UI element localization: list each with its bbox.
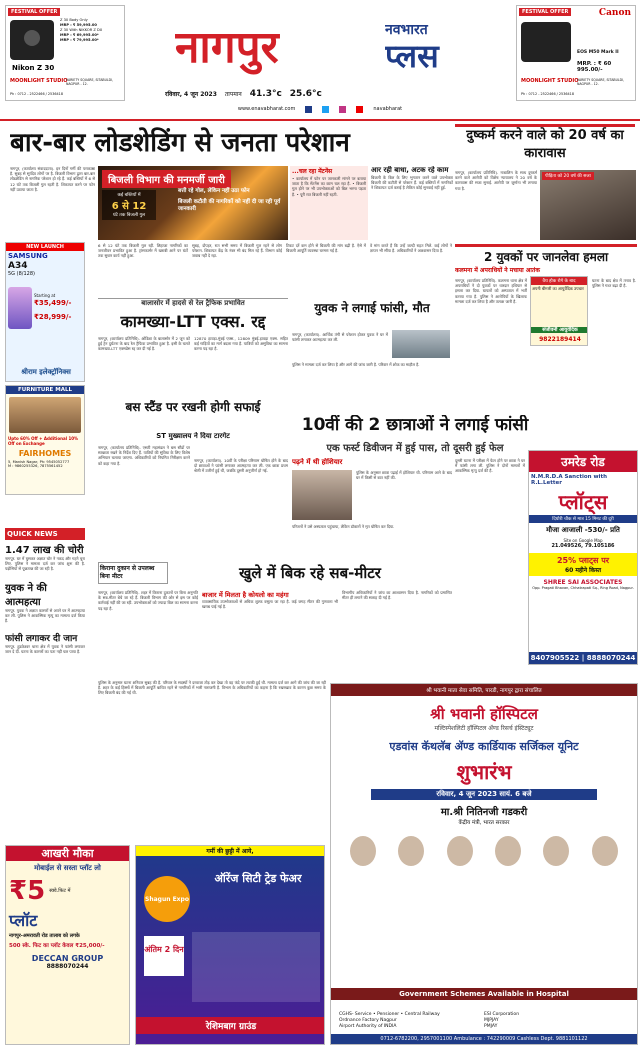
phone-image bbox=[8, 287, 32, 329]
kalavas-photo: पीड़िता को 20 वर्ष की सजा bbox=[540, 170, 636, 240]
samsung-logo: SAMSUNG bbox=[8, 252, 48, 260]
nikon-brand: Nikon Z 30 bbox=[12, 64, 55, 72]
photo-quotes: बत्ती रहे गोल, लेकिन नहीं उठा फोन बिजली कटौती की नागरिकों को नहीं दी जा रही पूर्व जानकारी bbox=[178, 188, 281, 212]
bus-body: नागपुर, (कार्यालय प्रतिनिधि). एसटी महामंडल ने बस स्टैंडों पर स्वच्छता रखने के निर्देश दिए हैं. यात्रियों की सुविधा के लिए विशेष अभियान चलाया जाएगा. अधिकारियों को नियमित निरीक्षण करने को कहा गया है. bbox=[98, 445, 190, 466]
tenth-side: पढ़ने में थी होशियार पुलिस के अनुसार छात्रा पढ़ाई में होशियार थी. परिणाम आने के बाद घर में किसी से बात नहीं की. परिजनों ने उसे अस्पताल पहुंचाया, लेकिन डॉक्टरों ने मृत घोषित कर दिया. bbox=[292, 458, 452, 529]
student-photo bbox=[292, 470, 352, 520]
studio-name: MOONLIGHT STUDIO bbox=[10, 78, 68, 84]
left-camera-ad[interactable] bbox=[5, 5, 125, 101]
camera-icon bbox=[521, 22, 571, 62]
tenth-subhead: एक फर्स्ट डिवीजन में हुई पास, तो दूसरी हुई फेल bbox=[326, 443, 504, 454]
lens-icon bbox=[24, 30, 40, 46]
temp-max: 41.3°c bbox=[249, 89, 282, 99]
social-handle: navabharat bbox=[373, 106, 403, 112]
temp-min: 25.6°c bbox=[289, 89, 322, 99]
scheme-list: CGHS- Service • Pensioner • Central Railway ESI Corporation Ordnance Factory Nagpur MJPJAY Airport Authority of INDIA PMJAY bbox=[339, 1012, 520, 1029]
avatar bbox=[592, 836, 618, 866]
kirana-headline: खुले में बिक रहे सब-मीटर bbox=[239, 564, 381, 582]
aakashi-ad[interactable]: आखरी मौका मोबाईल से सस्ता प्लॉट लो ₹5 स्क्वे.फिट में प्लॉट नागपुर-अमरावती रोड तालाब को लगके 500 स्के. फिट का प्लॉट केवल ₹25,000/- DECCAN GROUP 8888070244 bbox=[5, 845, 130, 1045]
tenth-body-1: नागपुर, (कार्यालय). 10वीं के परीक्षा परिणाम घोषित होने के बाद दो छात्राओं ने फांसी लगाकर आत्महत्या कर ली. एक छात्रा प्रथम श्रेणी में उत्तीर्ण हुई थी, जबकि दूसरी अनुत्तीर्ण हो गई. bbox=[194, 458, 288, 474]
quick-news-title: फांसी लगाकर दी जान bbox=[5, 634, 78, 645]
dhamki-subhead: कलमना में अपराधियों ने मचाया आतंक bbox=[455, 267, 540, 274]
web-bar bbox=[135, 104, 505, 114]
dhamki-body-2: घटना के बाद क्षेत्र में तनाव है. पुलिस ने गश्त बढ़ा दी है. bbox=[592, 278, 636, 289]
furniture-ad[interactable]: FURNITURE MALL Upto 60% Off + Additional 10% Off on Exchange FAIRHOMES 5, Manish Nagar, Ph: 9545052777 M : 9860255326, 7875561452 bbox=[5, 385, 85, 495]
brand-block: नवभारत प्लस bbox=[385, 22, 439, 75]
address: VARIETY SQUARE, SITABULDI, NAGPUR - 12. bbox=[66, 78, 114, 86]
kamakhya-body-1: नागपुर, (कार्यालय प्रतिनिधि). ओडिशा के बालासोर में 2 जून को हुई ट्रेन दुर्घटना के बाद रेल ट्रैफिक प्रभावित हुआ है. इसी के चलते कामख्या-LTT एक्सप्रेस रद्द कर दी गई है. bbox=[98, 336, 190, 352]
main-subhead: बिजली विभाग की मनमर्जी जारी bbox=[102, 170, 231, 188]
side-story-2: आर रही बाधा, अटक रहे काम बिजली के बिल के लिए भुगतान करने वाले उपभोक्ता बिजली की कटौती से परेशान हैं. कई बस्तियों में नागरिकों ने शिकायत दर्ज कराई है लेकिन कोई सुनवाई नहीं हुई. bbox=[371, 166, 453, 191]
umred-ad[interactable]: उमरेड रोड N.M.R.D.A Sanction with R.L.Letter प्लॉट्स दिघोरी चौक से मात्र 15 मिनट की दूरी मौजा आजाली -530/- प्रति Site on Google Map 21.049526, 79.105186 25% प्लाट्स पर 60 महीने किस्त SHREE SAI ASSOCIATES Opp. Pragati Bhavan, Chhatrapati Sq., Ring Road, Nagpur. 8407905522 | 8888070244 bbox=[528, 450, 638, 665]
outage-box: कई बस्तियों में 6 से 12 घंटे तक बिजली गुल bbox=[102, 190, 156, 220]
website[interactable]: www.enavabharat.com bbox=[237, 106, 296, 112]
bus-sub: ST मुख्यालय ने दिया टारगेट bbox=[156, 432, 230, 440]
price-list: Z 30 Body Only MRP : ₹ 59,995.00 Z 30 With NIKKOR Z DX MRP : ₹ 69,995.00* MRP : ₹ 79,995.00* bbox=[60, 18, 103, 42]
samsung-ad[interactable]: NEW LAUNCH SAMSUNG A34 5G (8/128) Starting at ₹35,499/- ₹28,999/- श्रीराम इलेक्ट्रॉनिक्स bbox=[5, 242, 85, 382]
kirana-box: बाजार में मिलता है कोयलो का महंगा व्यावसायिक उपभोक्ताओं से अधिक शुल्क वसूला जा रहा है. कई जगह मीटर की गुणवत्ता भी खराब पाई गई है. bbox=[202, 591, 338, 610]
maintenance-box: ...चल रहा मेंटनेंस • कार्यालय में फोन पर जानकारी मांगने पर बताया जाता है कि मेंटनेंस का काम चल रहा है. • बिजली गुल होने पर भी उपभोक्ताओं को बिल भरना पड़ता है. • पूरी रात बिजली नहीं रहती. bbox=[290, 166, 368, 240]
main-story-body-4: टिकट दरें कम होने से बिजली की मांग बढ़ी है. ऐसे में बिजली आपूर्ति व्यवस्था चरमरा गई है. bbox=[286, 243, 366, 254]
product-images bbox=[192, 932, 320, 1002]
youtube-icon bbox=[356, 106, 363, 113]
shagun-ad[interactable]: गर्मी की छुट्टी में आये, Shagun Expo ऑरेंज सिटी ट्रेड फेअर अंतिम 2 दिन रेशिमबाग ग्राउंड bbox=[135, 845, 325, 1045]
main-story-body-2: 6 से 12 घंटे तक बिजली गुल रही. लिहाजा नागरिकों का जनजीवन प्रभावित हुआ है. ट्रांसफार्मर में खराबी आने पर घंटों तक सुधार कार्य नहीं हुआ. bbox=[98, 243, 188, 259]
main-photo bbox=[98, 166, 288, 240]
date: रविवार, 4 जून 2023 bbox=[165, 91, 217, 98]
kirana-body-1: नागपुर, (कार्यालय प्रतिनिधि). शहर में किराना दुकानों पर बिना अनुमति के सब-मीटर बेचे जा रहे हैं. बिजली विभाग की ओर से इस पर कोई कार्रवाई नहीं की जा रही. उपभोक्ताओं को ज्यादा बिल का सामना करना पड़ रहा है. bbox=[98, 590, 198, 611]
lower-body-text: पुलिस के अनुसार घटना शनिवार सुबह की है. परिवार के सदस्यों ने दरवाजा तोड़ कर देखा तो वह फंदे पर लटकी हुई थी. मामला दर्ज कर आगे की जांच की जा रही है. शहर के कई हिस्सों में बिजली आपूर्ति बाधित रहने से नागरिकों में भारी नाराजगी है. विभाग के अधिकारियों का कहना है कि रखरखाव के कारण कुछ समय के लिए बिजली बंद की गई थी. bbox=[98, 680, 326, 696]
dhamki-headline: 2 युवकों पर जानलेवा हमला bbox=[455, 244, 637, 264]
kamakhya-body-2: 12870 हावड़ा-मुंबई एक्स., 12809 मुंबई-हावड़ा एक्स. सहित कई गाड़ियों का मार्ग बदला गया है. यात्रियों को असुविधा का सामना करना पड़ रहा है. bbox=[194, 336, 288, 352]
offer-box: 25% प्लाट्स पर 60 महीने किस्त bbox=[529, 553, 637, 576]
fairhomes-logo: FAIRHOMES bbox=[18, 449, 72, 458]
bus-headline: बस स्टैंड पर रखनी होगी सफाई bbox=[125, 400, 261, 414]
quick-news-label: QUICK NEWS bbox=[5, 528, 85, 540]
twitter-icon bbox=[322, 106, 329, 113]
kirana-kicker: किराना दुकान से उपलब्ध बिना मीटर bbox=[98, 562, 168, 584]
facebook-icon bbox=[305, 106, 312, 113]
quick-news-title: युवक ने की आत्महत्या bbox=[5, 582, 47, 608]
main-headline: बार-बार लोडशेडिंग से जनता परेशान bbox=[10, 128, 350, 158]
shagun-logo: Shagun Expo bbox=[144, 876, 190, 922]
fansi-body: पुलिस ने मामला दर्ज कर लिया है और आगे की जांच जारी है. परिवार में शोक का माहौल है. bbox=[292, 362, 420, 367]
main-story-body: नागपुर, (कार्यालय संवाददाता). इन दिनों गर्मी की पराकाष्ठा है. सुबह से सूर्यदेव लोगों पर है. बिजली विभाग द्वारा बार-बार लोडशेडिंग से नागरिक परेशान हो रहे हैं. कई बस्तियों में 6 से 12 घंटे तक बिजली गुल रहती है. शिकायत करने पर फोन नहीं उठाया जाता है. bbox=[10, 166, 95, 192]
tenth-body-2: दूसरी घटना में परीक्षा में फेल होने पर छात्रा ने घर में फांसी लगा ली. पुलिस ने दोनों मामलों में आकस्मिक मृत्यु दर्ज की है. bbox=[455, 458, 525, 474]
masthead-title: नागपुर bbox=[175, 22, 279, 73]
dignitary-row bbox=[331, 836, 637, 866]
kamakhya-kicker: बालासोर में हादसे से रेल ट्रैफिक प्रभावित bbox=[98, 298, 288, 312]
rope-photo bbox=[392, 330, 450, 358]
avatar bbox=[350, 836, 376, 866]
date-weather-bar bbox=[165, 87, 465, 101]
kalavas-headline: दुष्कर्म करने वाले को 20 वर्ष का कारावास bbox=[455, 124, 635, 166]
right-camera-ad[interactable]: FESTIVAL OFFER Canon EOS M50 Mark II MRP. : ₹ 60 995.00/- MOONLIGHT STUDIO VARIETY SQUARE, SITABULDI, NAGPUR - 12. Ph : 0712 - 2522466 / 2536418 bbox=[516, 5, 636, 101]
avatar bbox=[447, 836, 473, 866]
phone: Ph : 0712 - 2522466 / 2536418 bbox=[10, 92, 63, 96]
sanjivani-ad[interactable]: वैध होक रोगे के बाद अपनी बीमारी का आयुर्वेदिक उपचार संजीवनी आयुर्वेदिक 9822189414 bbox=[530, 276, 588, 346]
dhamki-body-1: नागपुर, (कार्यालय प्रतिनिधि). कलमना थाना क्षेत्र में अपराधियों ने दो युवकों पर धारदार हथियार से हमला कर दिया. घायलों को अस्पताल में भर्ती कराया गया है. पुलिस ने आरोपियों के खिलाफ मामला दर्ज कर लिया है और तलाश जारी है. bbox=[455, 278, 527, 304]
kalavas-body: नागपुर, (कार्यालय प्रतिनिधि). नाबालिग के साथ दुष्कर्म करने वाले आरोपी को विशेष न्यायालय ने 20 वर्ष के कारावास की सजा सुनाई. आरोपी पर जुर्माना भी लगाया गया है. bbox=[455, 170, 537, 191]
canon-logo: Canon bbox=[598, 8, 631, 18]
kirana-body-2: विभागीय अधिकारियों ने जांच का आश्वासन दिया है. नागरिकों को प्रमाणित मीटर ही लगाने की सलाह दी गई है. bbox=[342, 590, 452, 601]
tenth-headline: 10वीं की 2 छात्राओं ने लगाई फांसी bbox=[301, 415, 529, 435]
avatar bbox=[398, 836, 424, 866]
kamakhya-headline: कामख्या-LTT एक्स. रद्द bbox=[120, 312, 266, 331]
side-story-body-2: वे मांग करते हैं कि उन्हें जल्दी राहत मिले. कई लोगों ने ज्ञापन भी सौंपा है. अधिकारियों ने आश्वासन दिया है. bbox=[370, 243, 452, 254]
instagram-icon bbox=[339, 106, 346, 113]
fansi-story: युवक ने लगाई फांसी, मौत नागपुर, (कार्यालय). आर्थिक तंगी से परेशान होकर युवक ने घर में फांसी लगाकर आत्महत्या कर ली. bbox=[292, 300, 452, 360]
main-story-body-3: सुबह, दोपहर, रात सभी समय में बिजली गुल रहने से लोग परेशान. शिकायत केंद्र के नंबर भी बंद मिल रहे हैं. विभाग कोई जवाब नहीं दे रहा. bbox=[192, 243, 282, 259]
avatar bbox=[495, 836, 521, 866]
festival-badge: FESTIVAL OFFER bbox=[8, 8, 60, 16]
quick-news-title: 1.47 लाख की चोरी bbox=[5, 545, 84, 556]
divider bbox=[0, 119, 640, 121]
temp-label: तापमान bbox=[224, 91, 242, 98]
avatar bbox=[543, 836, 569, 866]
sofa-image bbox=[9, 397, 81, 433]
hospital-ad[interactable]: श्री भवानी माता सेवा समिति, पारडी, नागपुर द्वारा संचालित श्री भवानी हॉस्पिटल मल्टिस्पेशलिटी हॉस्पिटल ॲण्ड रिसर्च इंस्टिट्यूट एडवांस कॅथलॅब ॲण्ड कार्डियाक सर्जिकल यूनिट शुभारंभ रविवार, 4 जून 2023 सायं. 6 बजे मा.श्री नितिनजी गडकरी केंद्रीय मंत्री, भारत सरकार Government Schemes Available in Hospital CGHS- Service • Pensioner • Central Railway ESI Corporation Ordnance Factory Nagpur MJPJAY Airport Authority of INDIA PMJAY 0712-6782200, 2957001100 Ambulance : 742290009 Cashless Dept. 9881101122 bbox=[330, 683, 638, 1045]
quick-news-list: 1.47 लाख की चोरी नागपुर. घर में घुसकर अज्ञात चोर ने नकद और गहने चुरा लिए. पुलिस ने मामला दर्ज कर जांच शुरू की है. पड़ोसियों से पूछताछ की जा रही है. युवक ने की आत्महत्या नागपुर. युवक ने अज्ञात कारणों से अपने घर में आत्महत्या कर ली. पुलिस ने आकस्मिक मृत्यु का मामला दर्ज किया है. फांसी लगाकर दी जान नागपुर. हुडकेश्वर थाना क्षेत्र में युवक ने फांसी लगाकर जान दे दी. घटना के कारणों का पता नहीं चल पाया है. bbox=[5, 542, 85, 1042]
